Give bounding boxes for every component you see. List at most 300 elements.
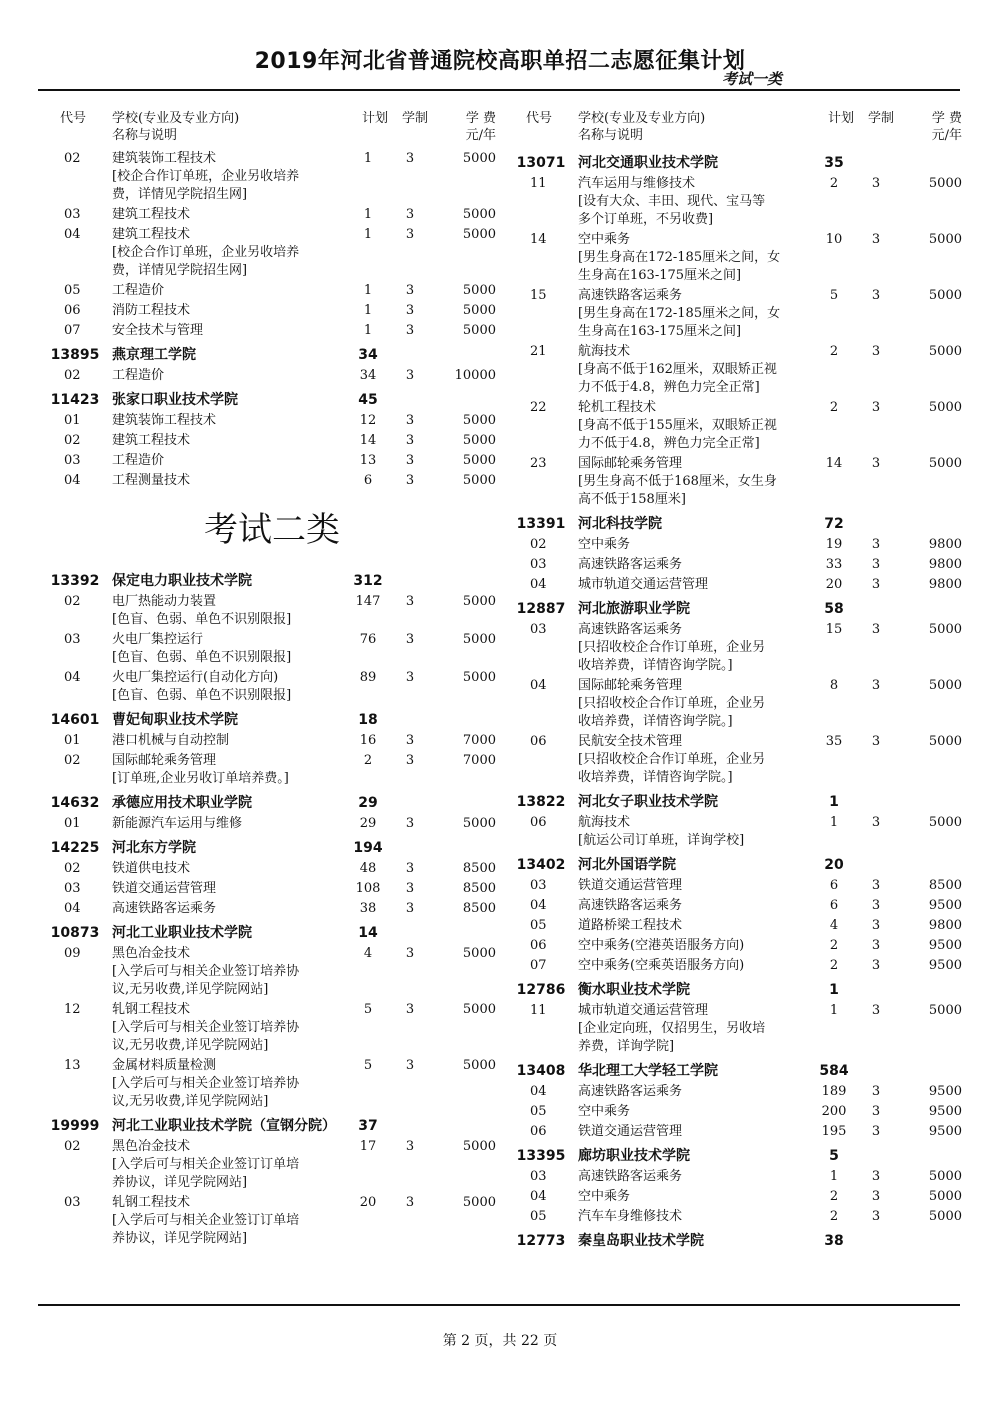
program-row (46, 452, 498, 472)
program-code: 05 (64, 283, 81, 298)
footer-rule (38, 1304, 960, 1306)
school-plan: 584 (819, 1063, 849, 1079)
program-plan: 147 (355, 594, 381, 609)
program-code: 02 (64, 1139, 81, 1154)
program-row (512, 455, 964, 511)
school-code: 11423 (50, 392, 100, 408)
program-length: 3 (871, 1104, 881, 1119)
program-fee: 5000 (928, 1169, 962, 1184)
program-row (512, 536, 964, 556)
program-row (512, 175, 964, 231)
school-row (46, 387, 498, 412)
school-plan: 35 (824, 155, 844, 171)
program-plan: 5 (363, 1002, 373, 1017)
program-fee: 5000 (928, 176, 962, 191)
program-length: 3 (871, 734, 881, 749)
program-row (46, 752, 498, 790)
program-code: 04 (530, 898, 547, 913)
school-plan: 37 (358, 1118, 378, 1134)
school-code: 13395 (516, 1148, 566, 1164)
program-note: [入学后可与相关企业签订培养协 (112, 1076, 300, 1091)
program-fee: 5000 (928, 622, 962, 637)
page-title: 2019年河北省普通院校高职单招二志愿征集计划 (254, 49, 746, 74)
program-fee: 5000 (462, 1139, 496, 1154)
program-note: 力不低于4.8，辨色力完全正常] (578, 380, 760, 395)
program-plan: 13 (359, 453, 377, 468)
school-group (46, 568, 498, 707)
right-column (512, 108, 964, 1253)
program-plan: 4 (363, 946, 373, 961)
school-row (512, 596, 964, 621)
program-note: [入学后可与相关企业签订培养协 (112, 964, 300, 979)
program-length: 3 (405, 670, 415, 685)
program-note: 收培养费，详情咨询学院。] (578, 714, 733, 729)
program-plan: 48 (359, 861, 377, 876)
program-name: 铁道交通运营管理 (578, 878, 683, 893)
program-fee: 10000 (454, 368, 496, 383)
program-note: [校企合作订单班，企业另收培养 (112, 245, 300, 260)
program-note: 费，详情见学院招生网] (112, 263, 248, 278)
school-row (46, 920, 498, 945)
program-name: 轧钢工程技术 (112, 1002, 191, 1017)
program-row (512, 677, 964, 733)
program-length: 3 (405, 151, 415, 166)
school-plan: 72 (824, 516, 844, 532)
program-fee: 9800 (928, 537, 962, 552)
program-plan: 2 (829, 176, 839, 191)
program-fee: 5000 (928, 1209, 962, 1224)
school-row (512, 977, 964, 1002)
program-length: 3 (871, 232, 881, 247)
school-code: 12773 (516, 1233, 566, 1249)
program-length: 3 (405, 1058, 415, 1073)
program-row (512, 231, 964, 287)
program-length: 3 (871, 958, 881, 973)
program-plan: 34 (359, 368, 377, 383)
program-code: 07 (64, 323, 81, 338)
school-code: 13402 (516, 857, 566, 873)
program-length: 3 (405, 594, 415, 609)
program-plan: 20 (825, 577, 843, 592)
program-code: 09 (64, 946, 81, 961)
school-plan: 194 (353, 840, 383, 856)
program-plan: 6 (363, 473, 373, 488)
exam-category-heading: 考试二类 (204, 510, 340, 550)
program-length: 3 (871, 898, 881, 913)
school-name: 保定电力职业技术学院 (112, 573, 252, 589)
program-fee: 5000 (462, 1002, 496, 1017)
program-fee: 9800 (928, 557, 962, 572)
header-name-line1: 学校(专业及专业方向) (112, 111, 240, 126)
program-row (46, 226, 498, 282)
school-group (512, 1228, 964, 1253)
school-name: 曹妃甸职业技术学院 (112, 712, 238, 728)
program-name: 国际邮轮乘务管理 (112, 753, 217, 768)
school-group (512, 1143, 964, 1228)
program-code: 03 (530, 1169, 547, 1184)
program-fee: 5000 (462, 433, 496, 448)
program-code: 04 (64, 227, 81, 242)
program-plan: 33 (825, 557, 843, 572)
program-row (512, 814, 964, 852)
program-fee: 5000 (462, 283, 496, 298)
program-plan: 35 (825, 734, 843, 749)
header-fee (912, 110, 962, 144)
school-group (46, 707, 498, 790)
header-length: 学制 (402, 111, 429, 126)
program-code: 02 (64, 368, 81, 383)
program-length: 3 (405, 861, 415, 876)
program-note: 收培养费，详情咨询学院。] (578, 770, 733, 785)
program-row (46, 1194, 498, 1250)
program-length: 3 (405, 881, 415, 896)
program-fee: 8500 (462, 901, 496, 916)
school-name: 河北外国语学院 (578, 857, 676, 873)
school-plan: 5 (829, 1148, 839, 1164)
program-note: [只招收校企合作订单班，企业另 (578, 696, 766, 711)
program-row (46, 1057, 498, 1113)
program-name: 新能源汽车运用与维修 (112, 816, 243, 831)
program-note: 议,无另收费,详见学院网站] (112, 1038, 269, 1053)
program-plan: 14 (359, 433, 377, 448)
program-length: 3 (871, 400, 881, 415)
program-row (46, 880, 498, 900)
program-plan: 38 (359, 901, 377, 916)
program-name: 工程测量技术 (112, 473, 191, 488)
school-name: 河北旅游职业学院 (578, 601, 690, 617)
program-row (512, 1168, 964, 1188)
program-name: 电厂热能动力装置 (112, 594, 217, 609)
program-code: 11 (530, 176, 547, 191)
school-plan: 18 (358, 712, 378, 728)
program-code: 01 (64, 413, 81, 428)
program-length: 3 (871, 557, 881, 572)
program-row (46, 815, 498, 835)
program-code: 04 (64, 670, 81, 685)
school-plan: 20 (824, 857, 844, 873)
program-row (512, 621, 964, 677)
program-note: 议,无另收费,详见学院网站] (112, 1094, 269, 1109)
program-code: 03 (64, 453, 81, 468)
school-plan: 29 (358, 795, 378, 811)
program-plan: 108 (355, 881, 381, 896)
program-note: 多个订单班，不另收费] (578, 212, 714, 227)
program-fee: 5000 (928, 1003, 962, 1018)
school-row (512, 1143, 964, 1168)
program-code: 02 (64, 433, 81, 448)
program-fee: 9800 (928, 577, 962, 592)
program-fee: 5000 (462, 1058, 496, 1073)
school-row (46, 790, 498, 815)
program-fee: 5000 (462, 594, 496, 609)
school-code: 13822 (516, 794, 566, 810)
program-code: 03 (530, 878, 547, 893)
program-row (512, 937, 964, 957)
program-length: 3 (405, 901, 415, 916)
column-header (46, 108, 498, 150)
school-name: 河北交通职业技术学院 (578, 155, 718, 171)
school-name: 华北理工大学轻工学院 (578, 1063, 718, 1079)
program-name: 航海技术 (578, 344, 631, 359)
program-code: 11 (530, 1003, 547, 1018)
program-name: 城市轨道交通运营管理 (578, 577, 709, 592)
program-name: 火电厂集控运行(自动化方向) (112, 670, 279, 685)
program-code: 06 (530, 938, 547, 953)
header-fee (446, 110, 496, 144)
program-row (46, 302, 498, 322)
program-name: 高速铁路客运乘务 (578, 288, 683, 303)
program-row (46, 860, 498, 880)
program-name: 空中乘务 (578, 232, 631, 247)
header-name (578, 110, 705, 144)
program-plan: 10 (825, 232, 843, 247)
program-fee: 8500 (462, 861, 496, 876)
school-name: 衡水职业技术学院 (578, 982, 690, 998)
header-length: 学制 (868, 111, 895, 126)
program-name: 汽车运用与维修技术 (578, 176, 696, 191)
program-name: 金属材料质量检测 (112, 1058, 217, 1073)
school-code: 19999 (50, 1118, 100, 1134)
school-code: 13391 (516, 516, 566, 532)
school-plan: 1 (829, 982, 839, 998)
program-note: 生身高在163-175厘米之间] (578, 324, 742, 339)
program-name: 国际邮轮乘务管理 (578, 678, 683, 693)
program-row (46, 206, 498, 226)
program-note: [男生身高不低于168厘米，女生身 (578, 474, 777, 489)
program-plan: 1 (363, 151, 373, 166)
program-length: 3 (405, 733, 415, 748)
program-name: 高速铁路客运乘务 (578, 622, 683, 637)
school-code: 13895 (50, 347, 100, 363)
program-name: 铁道交通运营管理 (112, 881, 217, 896)
header-name-line2: 名称与说明 (112, 128, 178, 143)
program-fee: 5000 (462, 1195, 496, 1210)
program-code: 04 (64, 473, 81, 488)
program-row (46, 367, 498, 387)
program-length: 3 (871, 1003, 881, 1018)
program-code: 02 (64, 151, 81, 166)
program-name: 汽车车身维修技术 (578, 1209, 683, 1224)
left-body (46, 150, 498, 1250)
program-code: 03 (530, 622, 547, 637)
program-row (46, 900, 498, 920)
program-plan: 1 (829, 1169, 839, 1184)
program-name: 空中乘务(空港英语服务方向) (578, 938, 745, 953)
left-column (46, 108, 498, 1250)
program-plan: 17 (359, 1139, 377, 1154)
program-name: 空中乘务 (578, 1189, 631, 1204)
program-name: 航海技术 (578, 815, 631, 830)
school-group (512, 150, 964, 511)
program-plan: 5 (363, 1058, 373, 1073)
program-fee: 5000 (462, 670, 496, 685)
program-row (46, 472, 498, 492)
program-fee: 7000 (462, 753, 496, 768)
school-row (512, 1058, 964, 1083)
program-fee: 5000 (462, 303, 496, 318)
program-plan: 1 (363, 207, 373, 222)
school-name: 河北东方学院 (112, 840, 196, 856)
program-code: 03 (64, 632, 81, 647)
program-note: 生身高在163-175厘米之间] (578, 268, 742, 283)
program-note: 议,无另收费,详见学院网站] (112, 982, 269, 997)
program-fee: 5000 (928, 288, 962, 303)
program-plan: 89 (359, 670, 377, 685)
program-note: [入学后可与相关企业签订订单培 (112, 1157, 300, 1172)
program-plan: 189 (821, 1084, 847, 1099)
program-fee: 9800 (928, 918, 962, 933)
program-code: 14 (530, 232, 547, 247)
program-note: [入学后可与相关企业签订订单培 (112, 1213, 300, 1228)
school-code: 14632 (50, 795, 100, 811)
program-fee: 8500 (462, 881, 496, 896)
program-name: 建筑装饰工程技术 (112, 413, 217, 428)
program-code: 03 (64, 1195, 81, 1210)
program-plan: 8 (829, 678, 839, 693)
school-group (512, 1058, 964, 1143)
program-fee: 5000 (462, 453, 496, 468)
program-code: 13 (64, 1058, 81, 1073)
program-note: 力不低于4.8，辨色力完全正常] (578, 436, 760, 451)
header-plan: 计划 (362, 111, 389, 126)
program-name: 高速铁路客运乘务 (578, 1169, 683, 1184)
program-code: 05 (530, 1104, 547, 1119)
program-row (512, 733, 964, 789)
program-plan: 2 (829, 1209, 839, 1224)
program-length: 3 (405, 303, 415, 318)
school-name: 河北工业职业技术学院（宣钢分院） (112, 1118, 336, 1134)
school-row (512, 1228, 964, 1253)
program-code: 01 (64, 733, 81, 748)
program-code: 05 (530, 1209, 547, 1224)
program-fee: 5000 (928, 456, 962, 471)
program-name: 高速铁路客运乘务 (578, 1084, 683, 1099)
program-plan: 1 (363, 283, 373, 298)
program-length: 3 (871, 344, 881, 359)
program-fee: 5000 (928, 678, 962, 693)
program-name: 铁道供电技术 (112, 861, 191, 876)
school-group (46, 150, 498, 342)
program-length: 3 (405, 227, 415, 242)
school-name: 河北科技学院 (578, 516, 662, 532)
program-fee: 8500 (928, 878, 962, 893)
program-plan: 15 (825, 622, 843, 637)
program-code: 02 (530, 537, 547, 552)
program-row (512, 343, 964, 399)
program-plan: 29 (359, 816, 377, 831)
program-length: 3 (871, 678, 881, 693)
school-row (46, 835, 498, 860)
program-code: 01 (64, 816, 81, 831)
program-plan: 200 (821, 1104, 847, 1119)
right-body (512, 150, 964, 1253)
school-group (512, 852, 964, 977)
program-plan: 6 (829, 898, 839, 913)
program-length: 3 (405, 368, 415, 383)
program-name: 消防工程技术 (112, 303, 191, 318)
school-row (512, 852, 964, 877)
program-name: 建筑工程技术 (112, 433, 191, 448)
program-length: 3 (871, 456, 881, 471)
program-note: [色盲、色弱、单色不识别限报] (112, 650, 292, 665)
program-length: 3 (871, 1124, 881, 1139)
program-plan: 4 (829, 918, 839, 933)
school-group (46, 387, 498, 492)
school-code: 12887 (516, 601, 566, 617)
program-length: 3 (405, 453, 415, 468)
school-group (46, 835, 498, 920)
program-code: 02 (64, 753, 81, 768)
program-length: 3 (405, 632, 415, 647)
program-note: 养协议，详见学院网站] (112, 1175, 248, 1190)
program-row (46, 432, 498, 452)
program-note: 费，详情见学院招生网] (112, 187, 248, 202)
program-length: 3 (405, 473, 415, 488)
school-group (46, 1113, 498, 1250)
school-row (46, 342, 498, 367)
school-row (46, 1113, 498, 1138)
school-plan: 14 (358, 925, 378, 941)
program-row (46, 322, 498, 342)
program-row (512, 877, 964, 897)
program-name: 轧钢工程技术 (112, 1195, 191, 1210)
header-name (112, 110, 239, 144)
header-fee-line1: 学 费 (465, 111, 496, 126)
program-note: [男生身高在172-185厘米之间，女 (578, 306, 781, 321)
program-code: 06 (530, 1124, 547, 1139)
program-fee: 5000 (928, 400, 962, 415)
program-note: [色盲、色弱、单色不识别限报] (112, 612, 292, 627)
program-name: 黑色冶金技术 (112, 946, 191, 961)
school-code: 14225 (50, 840, 100, 856)
program-row (46, 282, 498, 302)
program-name: 工程造价 (112, 368, 165, 383)
header-name-line2: 名称与说明 (578, 128, 644, 143)
program-fee: 5000 (928, 232, 962, 247)
program-length: 3 (871, 1169, 881, 1184)
program-fee: 5000 (462, 946, 496, 961)
column-header (512, 108, 964, 150)
program-name: 城市轨道交通运营管理 (578, 1003, 709, 1018)
program-fee: 5000 (462, 227, 496, 242)
school-name: 廊坊职业技术学院 (578, 1148, 690, 1164)
program-row (512, 287, 964, 343)
program-note: 养费，详询学院] (578, 1039, 675, 1054)
header-fee-line2: 元/年 (931, 128, 962, 143)
program-row (46, 1138, 498, 1194)
exam-category-subtitle: 考试一类 (722, 70, 783, 88)
school-row (512, 150, 964, 175)
program-fee: 5000 (928, 815, 962, 830)
school-group (512, 977, 964, 1058)
program-length: 3 (871, 918, 881, 933)
program-code: 06 (530, 815, 547, 830)
header-fee-line2: 元/年 (465, 128, 496, 143)
program-row (512, 556, 964, 576)
program-fee: 5000 (928, 1189, 962, 1204)
program-code: 07 (530, 958, 547, 973)
school-code: 10873 (50, 925, 100, 941)
school-group (46, 790, 498, 835)
school-group (46, 920, 498, 1113)
program-plan: 1 (363, 303, 373, 318)
school-plan: 312 (353, 573, 383, 589)
program-length: 3 (405, 323, 415, 338)
program-plan: 1 (829, 1003, 839, 1018)
program-code: 02 (64, 861, 81, 876)
program-row (46, 1001, 498, 1057)
program-name: 高速铁路客运乘务 (578, 557, 683, 572)
